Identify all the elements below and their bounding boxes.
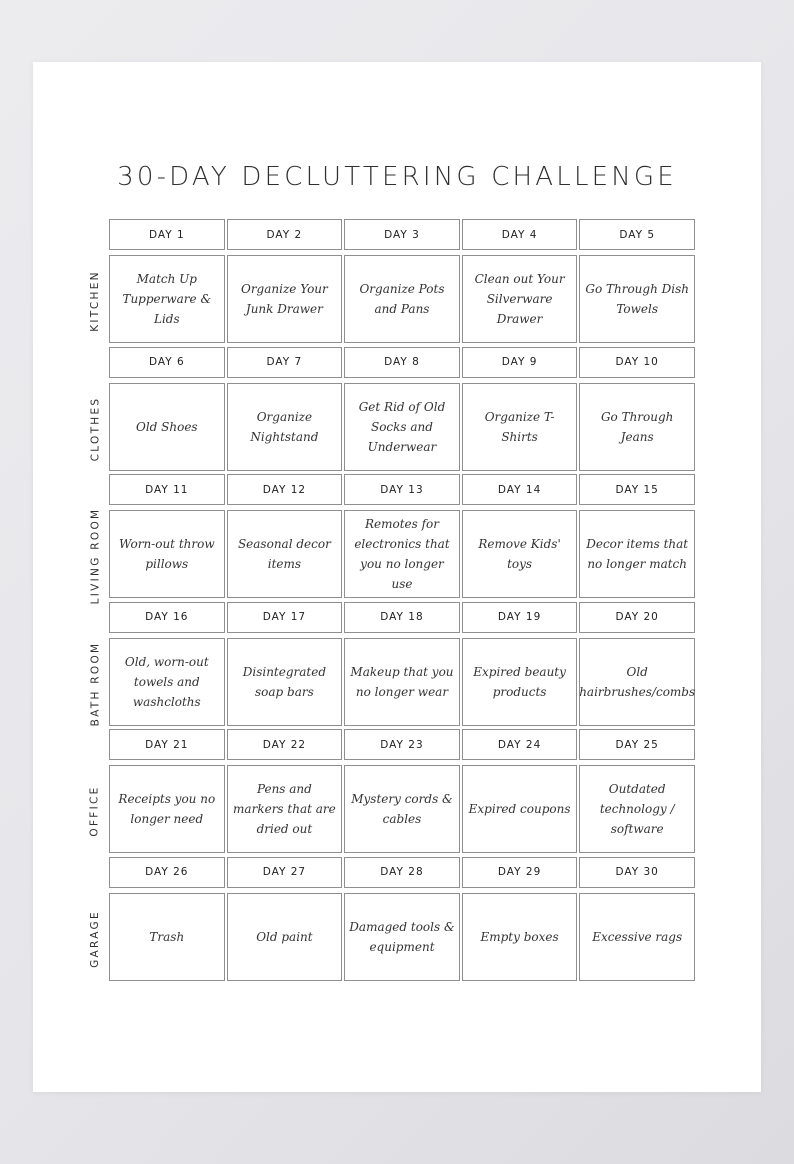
task-cell: Organize Your Junk Drawer — [227, 255, 343, 343]
section-label: GARAGE — [89, 909, 102, 968]
day-header-row — [109, 602, 695, 633]
section-label: LIVING ROOM — [89, 507, 101, 605]
day-label: DAY 10 — [579, 347, 695, 378]
task-cell: Expired coupons — [462, 765, 578, 853]
task-row — [109, 638, 695, 726]
day-label: DAY 21 — [109, 729, 225, 760]
task-cell: Worn-out throw pillows — [109, 510, 225, 598]
task-cell: Trash — [109, 893, 225, 981]
task-row — [109, 893, 695, 981]
task-cell: Excessive rags — [579, 893, 695, 981]
section-label: OFFICE — [89, 785, 101, 837]
section-living-room — [33, 474, 761, 605]
day-label: DAY 30 — [579, 857, 695, 888]
section-label: KITCHEN — [89, 270, 102, 332]
task-cell: Old hairbrushes/combs — [579, 638, 695, 726]
task-row — [109, 765, 695, 853]
day-label: DAY 15 — [579, 474, 695, 505]
section-bath-room — [33, 602, 761, 730]
day-label: DAY 28 — [344, 857, 460, 888]
day-header-row — [109, 857, 695, 888]
day-header-row — [109, 474, 695, 505]
day-label: DAY 4 — [462, 219, 578, 250]
task-cell: Makeup that you no longer wear — [344, 638, 460, 726]
task-row — [109, 383, 695, 471]
day-header-row — [109, 729, 695, 760]
section-clothes — [33, 347, 761, 475]
task-cell: Old paint — [227, 893, 343, 981]
task-cell: Pens and markers that are dried out — [227, 765, 343, 853]
day-label: DAY 7 — [227, 347, 343, 378]
task-cell: Receipts you no longer need — [109, 765, 225, 853]
day-label: DAY 27 — [227, 857, 343, 888]
day-label: DAY 13 — [344, 474, 460, 505]
day-label: DAY 11 — [109, 474, 225, 505]
task-cell: Match Up Tupperware & Lids — [109, 255, 225, 343]
day-label: DAY 1 — [109, 219, 225, 250]
challenge-sheet — [33, 62, 761, 1092]
day-label: DAY 16 — [109, 602, 225, 633]
day-label: DAY 5 — [579, 219, 695, 250]
task-cell: Go Through Dish Towels — [579, 255, 695, 343]
task-cell: Organize Pots and Pans — [344, 255, 460, 343]
section-label: BATH ROOM — [89, 641, 101, 726]
task-cell: Get Rid of Old Socks and Underwear — [344, 383, 460, 471]
task-cell: Organize Nightstand — [227, 383, 343, 471]
task-cell: Clean out Your Silverware Drawer — [462, 255, 578, 343]
day-label: DAY 20 — [579, 602, 695, 633]
task-row — [109, 510, 695, 598]
task-cell: Decor items that no longer match — [579, 510, 695, 598]
task-row — [109, 255, 695, 343]
day-label: DAY 25 — [579, 729, 695, 760]
day-label: DAY 12 — [227, 474, 343, 505]
task-cell: Mystery cords & cables — [344, 765, 460, 853]
task-cell: Empty boxes — [462, 893, 578, 981]
page-title: 30-DAY DECLUTTERING CHALLENGE — [117, 162, 677, 192]
task-cell: Damaged tools & equipment — [344, 893, 460, 981]
task-cell: Expired beauty products — [462, 638, 578, 726]
day-label: DAY 17 — [227, 602, 343, 633]
task-cell: Outdated technology / software — [579, 765, 695, 853]
section-garage — [33, 857, 761, 985]
task-cell: Disintegrated soap bars — [227, 638, 343, 726]
day-label: DAY 3 — [344, 219, 460, 250]
day-label: DAY 8 — [344, 347, 460, 378]
day-label: DAY 23 — [344, 729, 460, 760]
day-header-row — [109, 347, 695, 378]
day-header-row — [109, 219, 695, 250]
day-label: DAY 22 — [227, 729, 343, 760]
day-label: DAY 24 — [462, 729, 578, 760]
task-cell: Remotes for electronics that you no longer use — [344, 510, 460, 598]
task-cell: Organize T-Shirts — [462, 383, 578, 471]
day-label: DAY 9 — [462, 347, 578, 378]
day-label: DAY 6 — [109, 347, 225, 378]
section-label: CLOTHES — [89, 396, 101, 461]
day-label: DAY 26 — [109, 857, 225, 888]
day-label: DAY 2 — [227, 219, 343, 250]
day-label: DAY 19 — [462, 602, 578, 633]
day-label: DAY 18 — [344, 602, 460, 633]
task-cell: Seasonal decor items — [227, 510, 343, 598]
task-cell: Go Through Jeans — [579, 383, 695, 471]
section-office — [33, 729, 761, 857]
task-cell: Old Shoes — [109, 383, 225, 471]
challenge-grid — [33, 219, 761, 984]
day-label: DAY 14 — [462, 474, 578, 505]
section-kitchen — [33, 219, 761, 347]
task-cell: Old, worn-out towels and washcloths — [109, 638, 225, 726]
day-label: DAY 29 — [462, 857, 578, 888]
task-cell: Remove Kids' toys — [462, 510, 578, 598]
